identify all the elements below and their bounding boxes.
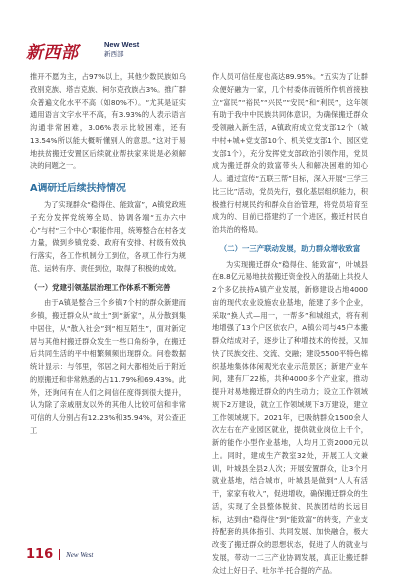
page-footer — [26, 547, 93, 562]
left-column — [30, 71, 186, 438]
footer-magazine-name: New West — [66, 551, 93, 559]
logo-en-line2: 新西部 — [104, 50, 139, 60]
paragraph: 由于A镇是整合三个乡镇7个村的群众新建而乡镇，搬迁群众从“故土”到“新家”，从分散到集中居住，从“散入社会”到“相互陌生”，面对新定居与其他村搬迁群众发生一些口角纷争，在搬迁后共同生活的平中相繁频频出现群众。问卷数据统计显示：与邻里，邻居之间大都相处后于附近的原搬迁和非常熟悉的占11.79%和69.43%。此外，还询问有在人们之间信任度得到很大提升，认为除了亲戚朋友以外的其他人比较可信和非常可信的人分别占有12.23%和35.94%，对公查正工 — [30, 297, 186, 437]
paragraph: 推开不愿为主，占97%以上，其他少数民族如乌孜别克族、塔吉克族、柯尔克孜族占3%。推广群众普遍文化水平不高（如80%不）。“尤其是证实通用语言文字水平不高，有3.93%的人表示语言沟通非常困难，3.06%表示比较困难，还有13.54%所以能大概听懂别人的意思。”这对于易地扶贫搬迁安置区后续就业帮扶家来说是必须解决的问题之一。 — [30, 71, 186, 173]
footer-divider — [59, 549, 60, 560]
magazine-logo: 新西部 — [26, 38, 79, 63]
paragraph: 为实现搬迁群众“稳得住、能致富”，叶城县在8.8亿元易地扶贫搬迁资金投入的基础上共投人2个多亿扶持A镇产业发展，新修建设占地4000亩的现代农业设施农业基地，能建了多个企业，采取“换人式—用一，一帮多”和城组式，将有利地增强了13个户区依农户，A镇公司与45户本搬群众结成对子，逐步让了种增技术的传授，又加快了民族交往、交流、交融；建设5500平特色棉织基地集体体闲观光农业示范景区；新建产业车间，建有厂22栋，共种4000多个产业家，推动提升对易地搬迁群众的内生动力；设立工作领域规下2万建设，就立工作领域规下3万建设，建立工作领域规下。2021年，已吸纳群众1500余人次左右在产业园区就业，提供就业岗位上千个，新的能作小型作业基地，人均月工资2000元以上。同时，建成生产教室32处，开展工人文兼训，叶城县全县2人次；开展安置群众，让3个月就业基地，结合城市，叶城县是做到“人人有活干，家家有收入”，促进增收，确保搬迁群众的生活，实现了全县整体脱贫、民族团结的长远目标，达到由“稳得住”到“能致富”的转变，产业支持配套的具体指引、共同发展、加快融合，极大改变了搬迁群众的思想状态，促进了人的就业与发展，带动一二三产业协调发展，真正让搬迁群众过上好日子、吐尔羊·托合提的产品。 — [212, 259, 368, 577]
paragraph: 作人员可信任度也高达89.95%。“五实为了让群众便好融为一家，几个村委体而链所作机首接独立“富民”“裕民”“兴民”“安民”和“利民”，这年领有助于我中中民族共同体意识，为确保搬迁群众受领融入新生活，A镇政府成立党支部12个（城中村+城+党支部10个、机关党支部1个、园区党支部1个），充分发挥党支部政治引领作用，党员成为搬迁群众的致富带头人和解决困难的知心人。通过宣传“五联三帮”目标，深入开展“三学三比三比”活动，党员先行，强化基层组织能力，积极推行村规民约和群众自治管理，将党员培育至成为的、目前已搭建约了一个进区，搬迁村民自治共治的格局。 — [212, 71, 368, 237]
logo-en-line1: New West — [104, 40, 139, 50]
subsection-heading: （二）一三产联动发展，助力群众增收致富 — [212, 243, 368, 256]
paragraph: 为了实现群众“稳得住、能致富”，A镇党政班子充分发挥党统筹全局、协调各端“五办六中心”与村“三个中心”职能作用，统筹整合在村各支力量，做到乡镇党委、政府有安排、村级有效执行落实，各工作机制分工到位，各项工作行为规范、运转有序、责任到位，取得了积极的成效。 — [30, 199, 186, 276]
subsection-heading: （一）党建引领基层治理工作体系不断完善 — [30, 282, 186, 295]
page-number: 116 — [26, 547, 53, 562]
page-header — [0, 0, 402, 64]
section-heading: A调研迁后续扶持情况 — [30, 182, 186, 195]
right-column — [212, 71, 368, 577]
magazine-logo-english — [104, 40, 139, 60]
